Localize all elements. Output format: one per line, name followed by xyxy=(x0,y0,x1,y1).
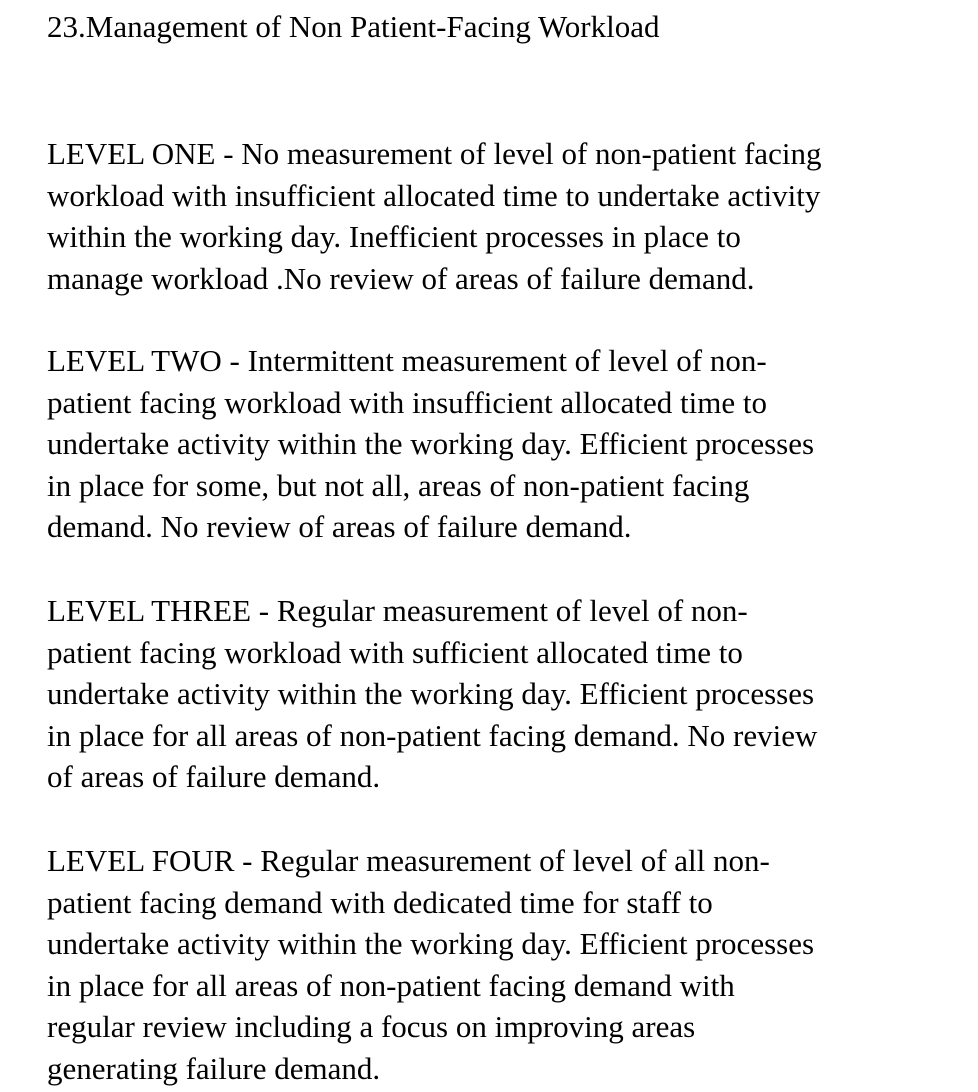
text-line: of areas of failure demand. xyxy=(47,759,381,794)
level-three-paragraph xyxy=(47,590,962,798)
text-line: demand. No review of areas of failure demand. xyxy=(47,509,632,544)
text-line: undertake activity within the working day. Efficient processes xyxy=(47,676,815,711)
text-line: regular review including a focus on improving areas xyxy=(47,1009,696,1044)
text-line: workload with insufficient allocated time to undertake activity xyxy=(47,177,821,213)
text-line: in place for some, but not all, areas of non-patient facing xyxy=(47,467,750,503)
text-line: undertake activity within the working day. Efficient processes xyxy=(47,426,815,461)
document-title: 23.Management of Non Patient-Facing Workload xyxy=(47,9,660,44)
text-line: LEVEL ONE - No measurement of level of non-patient facing xyxy=(47,136,822,171)
text-line: LEVEL TWO - Intermittent measurement of level of non- xyxy=(47,343,767,378)
text-line: patient facing workload with insufficient allocated time to xyxy=(47,384,767,420)
text-line: manage workload .No review of areas of failure demand. xyxy=(47,260,755,296)
text-line: patient facing workload with sufficient allocated time to xyxy=(47,634,743,670)
text-line: patient facing demand with dedicated time for staff to xyxy=(47,884,713,920)
document xyxy=(47,0,967,1086)
text-line: generating failure demand. xyxy=(47,1050,381,1086)
text-line: LEVEL THREE - Regular measurement of level of non- xyxy=(47,593,748,628)
text-line: within the working day. Inefficient processes in place to xyxy=(47,219,741,254)
level-two-paragraph xyxy=(47,340,962,548)
level-four-paragraph xyxy=(47,840,962,1089)
text-line: in place for all areas of non-patient facing demand. No review xyxy=(47,717,818,753)
text-line: undertake activity within the working day. Efficient processes xyxy=(47,926,815,961)
level-one-paragraph xyxy=(47,133,962,299)
text-line: in place for all areas of non-patient facing demand with xyxy=(47,967,735,1003)
text-line: LEVEL FOUR - Regular measurement of level of all non- xyxy=(47,843,770,878)
